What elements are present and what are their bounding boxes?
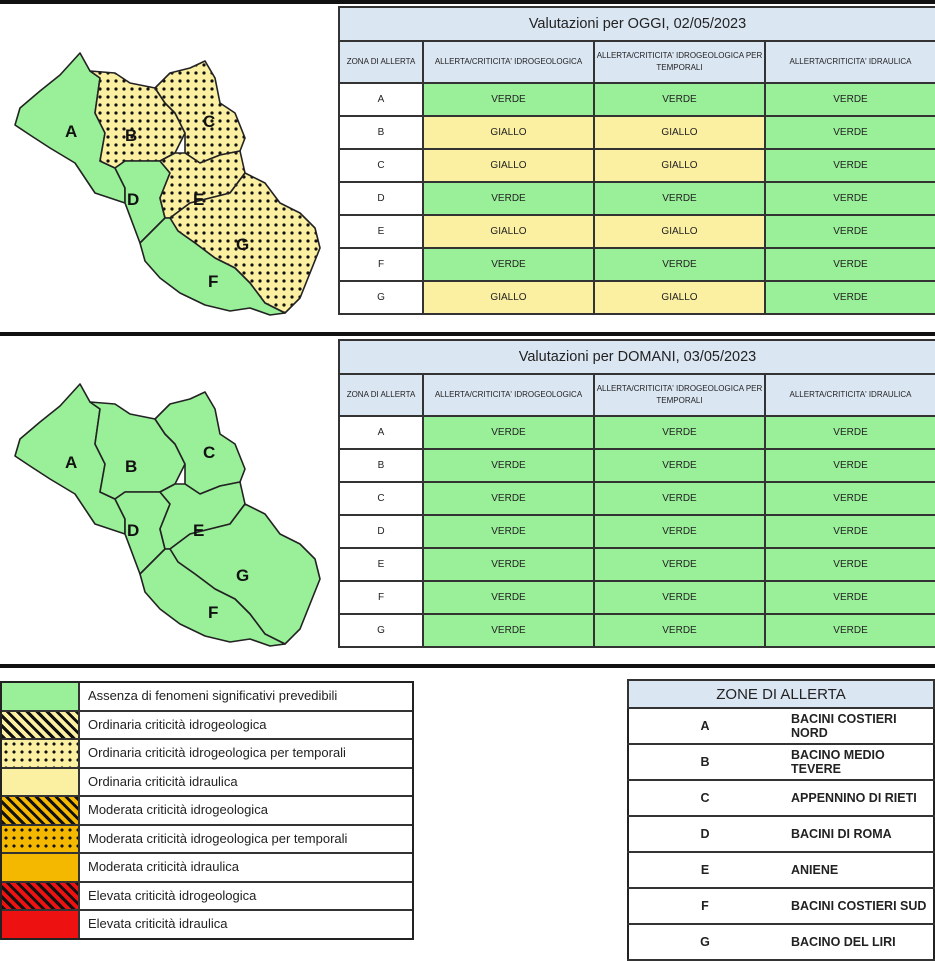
idrogeologica-cell: VERDE bbox=[423, 416, 594, 449]
zone-letter: E bbox=[628, 852, 781, 888]
idrogeologica-cell: VERDE bbox=[423, 581, 594, 614]
zone-name: BACINO MEDIO TEVERE bbox=[781, 744, 934, 780]
map-label-e: E bbox=[193, 190, 205, 209]
legend-swatch bbox=[2, 712, 80, 739]
map-label-b: B bbox=[125, 457, 138, 476]
temporali-cell: VERDE bbox=[594, 548, 765, 581]
legend-label: Moderata criticità idrogeologica per temporali bbox=[88, 830, 348, 846]
map-label-f: F bbox=[208, 603, 219, 622]
zone-cell: A bbox=[339, 83, 423, 116]
idraulica-cell: VERDE bbox=[765, 215, 935, 248]
idrogeologica-cell: VERDE bbox=[423, 182, 594, 215]
tomorrow-title: Valutazioni per DOMANI, 03/05/2023 bbox=[339, 340, 935, 374]
zone-cell: C bbox=[339, 149, 423, 182]
map-label-a: A bbox=[65, 122, 78, 141]
zones-title: ZONE DI ALLERTA bbox=[628, 680, 934, 708]
idraulica-cell: VERDE bbox=[765, 548, 935, 581]
zone-row bbox=[628, 816, 934, 852]
idrogeologica-cell: VERDE bbox=[423, 248, 594, 281]
legend-label: Ordinaria criticità idraulica bbox=[88, 773, 238, 789]
temporali-cell: GIALLO bbox=[594, 149, 765, 182]
legend-swatch bbox=[2, 769, 80, 796]
table-row bbox=[339, 449, 935, 482]
idrogeologica-cell: GIALLO bbox=[423, 281, 594, 314]
temporali-cell: VERDE bbox=[594, 449, 765, 482]
map-label-g: G bbox=[236, 235, 250, 254]
zone-name: BACINO DEL LIRI bbox=[781, 924, 934, 960]
table-row bbox=[339, 581, 935, 614]
temporali-cell: VERDE bbox=[594, 416, 765, 449]
zones-rows bbox=[628, 708, 934, 960]
table-row bbox=[339, 248, 935, 281]
zone-letter: A bbox=[628, 708, 781, 744]
table-row bbox=[339, 215, 935, 248]
header-idrogeologica: ALLERTA/CRITICITA' IDROGEOLOGICA bbox=[423, 41, 594, 83]
map-label-a: A bbox=[65, 453, 78, 472]
zone-cell: G bbox=[339, 281, 423, 314]
idrogeologica-cell: VERDE bbox=[423, 449, 594, 482]
legend-label: Assenza di fenomeni significativi prevedibili bbox=[88, 688, 338, 703]
legend-item bbox=[2, 712, 412, 741]
zone-row bbox=[628, 708, 934, 744]
zone-cell: C bbox=[339, 482, 423, 515]
idraulica-cell: VERDE bbox=[765, 515, 935, 548]
idrogeologica-cell: VERDE bbox=[423, 548, 594, 581]
zone-name: BACINI COSTIERI SUD bbox=[781, 888, 934, 924]
idrogeologica-cell: VERDE bbox=[423, 482, 594, 515]
header-zone: ZONA DI ALLERTA bbox=[339, 41, 423, 83]
table-row bbox=[339, 116, 935, 149]
zone-row bbox=[628, 852, 934, 888]
legend-swatch bbox=[2, 683, 80, 710]
map-label-e: E bbox=[193, 521, 205, 540]
legend-item bbox=[2, 911, 412, 938]
header-idrogeologica: ALLERTA/CRITICITA' IDROGEOLOGICA bbox=[423, 374, 594, 416]
table-row bbox=[339, 548, 935, 581]
today-rows bbox=[339, 83, 935, 314]
legend-swatch bbox=[2, 826, 80, 853]
map-label-f: F bbox=[208, 272, 219, 291]
today-table bbox=[338, 6, 935, 315]
idraulica-cell: VERDE bbox=[765, 149, 935, 182]
zone-letter: B bbox=[628, 744, 781, 780]
zone-row bbox=[628, 744, 934, 780]
table-row bbox=[339, 515, 935, 548]
zones-table bbox=[627, 679, 935, 961]
table-row bbox=[339, 614, 935, 647]
zone-cell: F bbox=[339, 581, 423, 614]
idrogeologica-cell: GIALLO bbox=[423, 215, 594, 248]
map-tomorrow bbox=[0, 369, 335, 699]
zone-row bbox=[628, 780, 934, 816]
map-label-d: D bbox=[127, 521, 140, 540]
legend-swatch bbox=[2, 797, 80, 824]
header-temporali: ALLERTA/CRITICITA' IDROGEOLOGICA PER TEMPORALI bbox=[594, 374, 765, 416]
idraulica-cell: VERDE bbox=[765, 449, 935, 482]
header-zone: ZONA DI ALLERTA bbox=[339, 374, 423, 416]
temporali-cell: GIALLO bbox=[594, 215, 765, 248]
legend-swatch bbox=[2, 911, 80, 938]
temporali-cell: VERDE bbox=[594, 614, 765, 647]
lazio-map-today bbox=[0, 38, 335, 368]
legend-label: Elevata criticità idrogeologica bbox=[88, 887, 257, 903]
temporali-cell: VERDE bbox=[594, 182, 765, 215]
legend-item bbox=[2, 883, 412, 912]
idraulica-cell: VERDE bbox=[765, 116, 935, 149]
idraulica-cell: VERDE bbox=[765, 581, 935, 614]
table-row bbox=[339, 182, 935, 215]
temporali-cell: VERDE bbox=[594, 83, 765, 116]
table-row bbox=[339, 482, 935, 515]
zone-cell: B bbox=[339, 449, 423, 482]
tomorrow-table bbox=[338, 339, 935, 648]
idraulica-cell: VERDE bbox=[765, 248, 935, 281]
idrogeologica-cell: VERDE bbox=[423, 614, 594, 647]
zone-row bbox=[628, 888, 934, 924]
temporali-cell: VERDE bbox=[594, 581, 765, 614]
idrogeologica-cell: VERDE bbox=[423, 515, 594, 548]
zone-name: APPENNINO DI RIETI bbox=[781, 780, 934, 816]
table-row bbox=[339, 281, 935, 314]
map-label-d: D bbox=[127, 190, 140, 209]
zone-row bbox=[628, 924, 934, 960]
map-label-c: C bbox=[203, 443, 216, 462]
idraulica-cell: VERDE bbox=[765, 482, 935, 515]
temporali-cell: VERDE bbox=[594, 482, 765, 515]
legend-item bbox=[2, 797, 412, 826]
temporali-cell: GIALLO bbox=[594, 116, 765, 149]
temporali-cell: GIALLO bbox=[594, 281, 765, 314]
zone-cell: D bbox=[339, 182, 423, 215]
zone-cell: E bbox=[339, 548, 423, 581]
zone-cell: E bbox=[339, 215, 423, 248]
table-row bbox=[339, 83, 935, 116]
legend-item bbox=[2, 683, 412, 712]
legend-swatch bbox=[2, 740, 80, 767]
legend-item bbox=[2, 854, 412, 883]
map-label-g: G bbox=[236, 566, 250, 585]
zone-cell: B bbox=[339, 116, 423, 149]
zone-letter: G bbox=[628, 924, 781, 960]
legend-item bbox=[2, 740, 412, 769]
zone-cell: G bbox=[339, 614, 423, 647]
zone-name: BACINI DI ROMA bbox=[781, 816, 934, 852]
lazio-map-tomorrow bbox=[0, 369, 335, 699]
idrogeologica-cell: GIALLO bbox=[423, 116, 594, 149]
header-idraulica: ALLERTA/CRITICITA' IDRAULICA bbox=[765, 374, 935, 416]
zone-letter: F bbox=[628, 888, 781, 924]
zone-name: BACINI COSTIERI NORD bbox=[781, 708, 934, 744]
idrogeologica-cell: GIALLO bbox=[423, 149, 594, 182]
zone-letter: D bbox=[628, 816, 781, 852]
legend bbox=[0, 681, 414, 940]
legend-item bbox=[2, 826, 412, 855]
idraulica-cell: VERDE bbox=[765, 416, 935, 449]
legend-label: Ordinaria criticità idrogeologica bbox=[88, 716, 267, 732]
temporali-cell: VERDE bbox=[594, 515, 765, 548]
header-temporali: ALLERTA/CRITICITA' IDROGEOLOGICA PER TEMPORALI bbox=[594, 41, 765, 83]
idraulica-cell: VERDE bbox=[765, 281, 935, 314]
idraulica-cell: VERDE bbox=[765, 182, 935, 215]
zone-letter: C bbox=[628, 780, 781, 816]
idraulica-cell: VERDE bbox=[765, 83, 935, 116]
zone-cell: A bbox=[339, 416, 423, 449]
map-label-b: B bbox=[125, 126, 138, 145]
temporali-cell: VERDE bbox=[594, 248, 765, 281]
tomorrow-rows bbox=[339, 416, 935, 647]
top-divider bbox=[0, 0, 935, 4]
idraulica-cell: VERDE bbox=[765, 614, 935, 647]
table-row bbox=[339, 416, 935, 449]
idrogeologica-cell: VERDE bbox=[423, 83, 594, 116]
legend-label: Moderata criticità idrogeologica bbox=[88, 802, 268, 817]
table-row bbox=[339, 149, 935, 182]
zone-cell: D bbox=[339, 515, 423, 548]
map-today bbox=[0, 38, 335, 368]
legend-label: Elevata criticità idraulica bbox=[88, 916, 228, 931]
header-idraulica: ALLERTA/CRITICITA' IDRAULICA bbox=[765, 41, 935, 83]
today-title: Valutazioni per OGGI, 02/05/2023 bbox=[339, 7, 935, 41]
legend-item bbox=[2, 769, 412, 798]
map-label-c: C bbox=[203, 112, 216, 131]
legend-swatch bbox=[2, 883, 80, 910]
legend-label: Moderata criticità idraulica bbox=[88, 859, 240, 874]
zone-cell: F bbox=[339, 248, 423, 281]
legend-swatch bbox=[2, 854, 80, 881]
legend-label: Ordinaria criticità idrogeologica per temporali bbox=[88, 745, 346, 760]
zone-name: ANIENE bbox=[781, 852, 934, 888]
